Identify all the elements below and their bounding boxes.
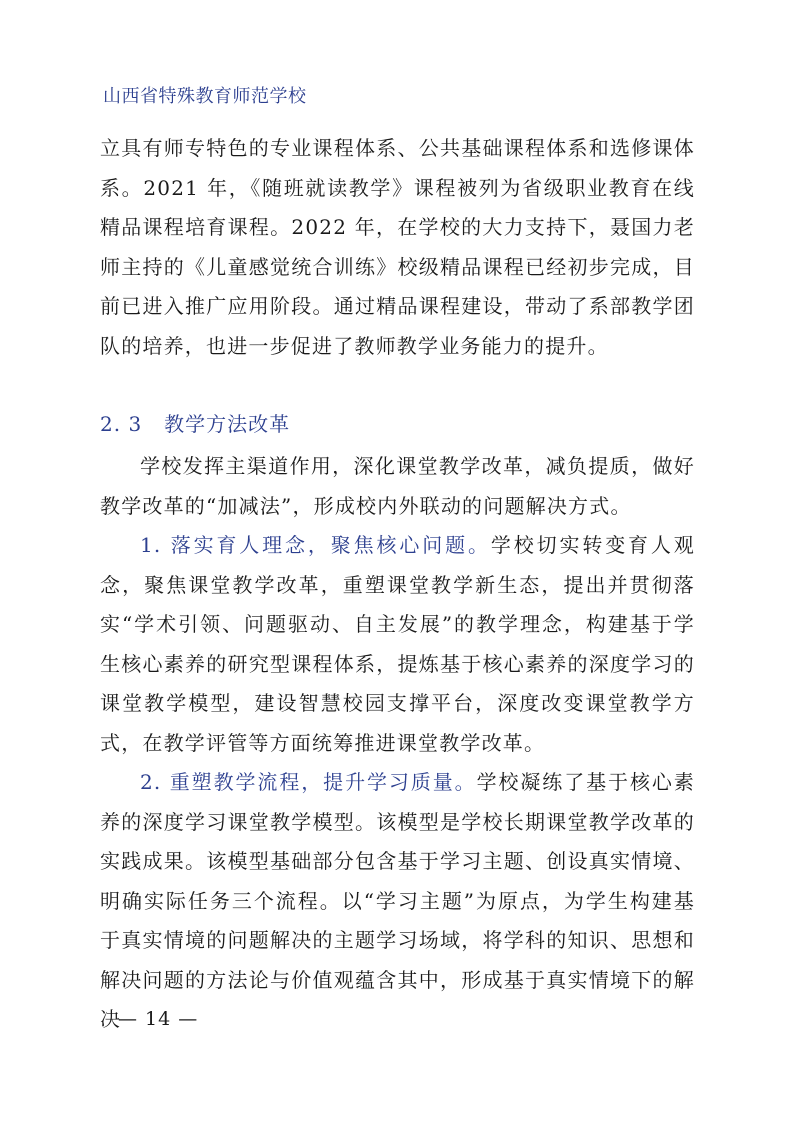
- page-header-school-name: 山西省特殊教育师范学校: [103, 86, 307, 107]
- point-2-body: 学校凝练了基于核心素养的深度学习课堂教学模型。该模型是学校长期课堂教学改革的实践成果。该模型基础部分包含基于学习主题、创设真实情境、明确实际任务三个流程。以“学习主题”为原点，为学生构建基于真实情境的问题解决的主题学习场域，将学科的知识、思想和解决问题的方法论与价值观蕴含其中，形成基于真实情境下的解决: [100, 770, 695, 1031]
- paragraph-intro: 学校发挥主渠道作用，深化课堂教学改革，减负提质，做好教学改革的“加减法”，形成校内外联动的问题解决方式。: [100, 454, 695, 518]
- point-1-lead: 1. 落实育人理念，聚焦核心问题。: [140, 533, 491, 557]
- section-heading: [100, 408, 290, 437]
- page-number: — 14 —: [118, 1008, 199, 1030]
- section-number: 2. 3: [100, 412, 143, 436]
- point-2-lead: 2. 重塑教学流程，提升学习质量。: [140, 770, 477, 794]
- paragraph-point-2: [100, 763, 695, 1040]
- paragraph-course-system: 立具有师专特色的专业课程体系、公共基础课程体系和选修课体系。2021 年，《随班就读教学》课程被列为省级职业教育在线精品课程培育课程。2022 年，在学校的大力支持下，聂国力老师主持的《儿童感觉统合训练》校级精品课程已经初步完成，目前已进入推广应用阶段。通过精品课程建设，带动了系部教学团队的培养，也进一步促进了教师教学业务能力的提升。: [100, 136, 695, 358]
- section-title: 教学方法改革: [164, 412, 291, 436]
- point-1-body: 学校切实转变育人观念，聚焦课堂教学改革，重塑课堂教学新生态，提出并贯彻落实“学术引领、问题驱动、自主发展”的教学理念，构建基于学生核心素养的研究型课程体系，提炼基于核心素养的深度学习的课堂教学模型，建设智慧校园支撑平台，深度改变课堂教学方式，在教学评管等方面统筹推进课堂教学改革。: [100, 533, 695, 755]
- paragraph-point-1: [100, 526, 695, 763]
